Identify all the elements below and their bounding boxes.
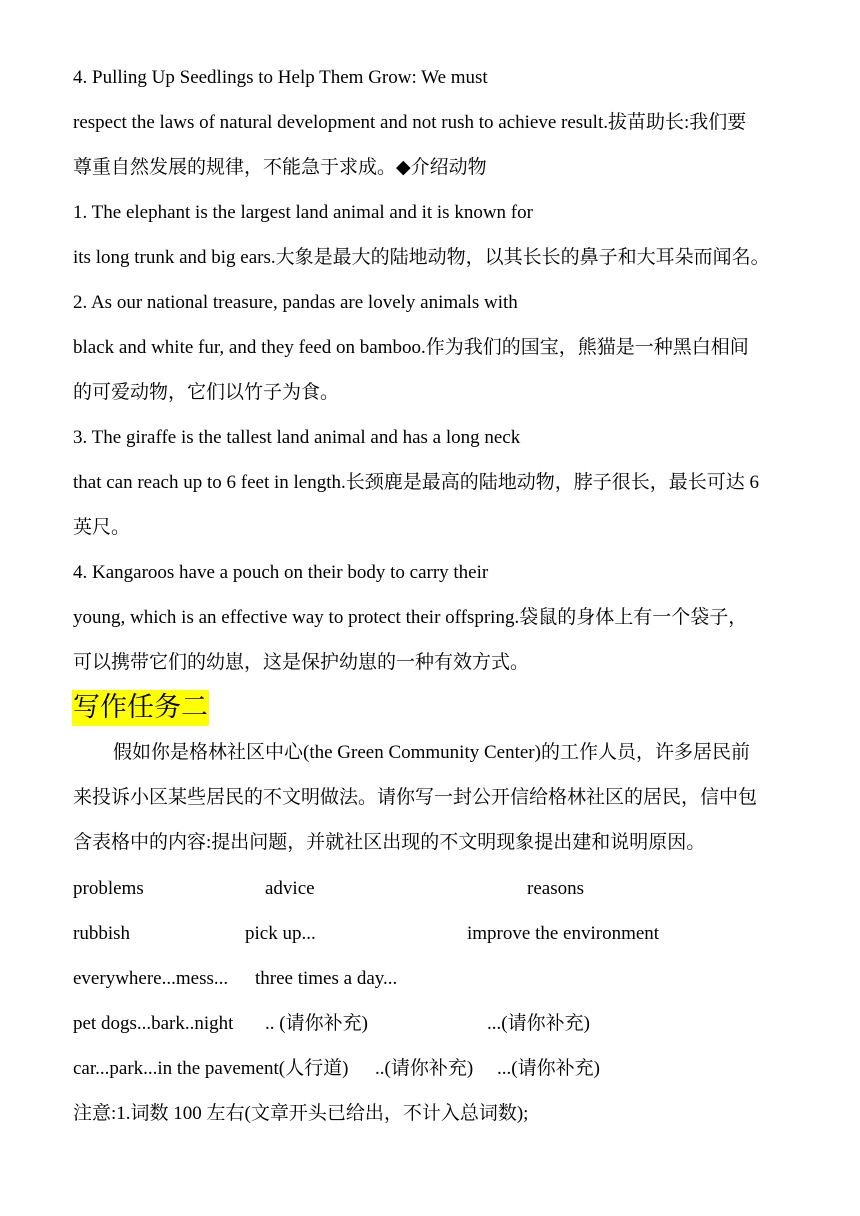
- text-line: 4. Pulling Up Seedlings to Help Them Grow: We must: [73, 67, 488, 88]
- table-header-reasons: reasons: [527, 878, 584, 899]
- table-cell: pick up...: [245, 923, 316, 944]
- table-cell: ...(请你补充): [497, 1058, 600, 1079]
- table-cell: improve the environment: [467, 923, 660, 944]
- text-line: 4. Kangaroos have a pouch on their body to carry their: [73, 562, 489, 583]
- table-cell: ...(请你补充): [487, 1013, 590, 1034]
- text-line: 的可爱动物，它们以竹子为食。: [73, 382, 340, 403]
- text-line: 2. As our national treasure, pandas are lovely animals with: [73, 292, 518, 313]
- table-cell: rubbish: [73, 923, 130, 944]
- text-line: 尊重自然发展的规律，不能急于求成。◆介绍动物: [73, 157, 487, 178]
- text-line: 英尺。: [73, 517, 131, 538]
- table-header-problems: problems: [73, 878, 144, 899]
- text-line: 1. The elephant is the largest land animal and it is known for: [73, 202, 533, 223]
- text-line: 可以携带它们的幼崽，这是保护幼崽的一种有效方式。: [73, 652, 530, 673]
- task-paragraph-line: 含表格中的内容:提出问题，并就社区出现的不文明现象提出建和说明原因。: [73, 832, 706, 853]
- text-line: young, which is an effective way to protect their offspring.袋鼠的身体上有一个袋子，: [73, 607, 748, 628]
- table-cell: pet dogs...bark..night: [73, 1013, 234, 1034]
- note-line: 注意:1.词数 100 左右(文章开头已给出，不计入总词数);: [73, 1103, 529, 1124]
- section-heading: 写作任务二: [72, 690, 209, 726]
- table-cell: three times a day...: [255, 968, 398, 989]
- text-line: respect the laws of natural development and not rush to achieve result.拔苗助长:我们要: [73, 112, 747, 133]
- table-cell: car...park...in the pavement(人行道): [73, 1058, 349, 1079]
- text-line: 3. The giraffe is the tallest land animal and has a long neck: [73, 427, 521, 448]
- table-cell: ..(请你补充): [375, 1058, 474, 1079]
- table-cell: .. (请你补充): [265, 1013, 368, 1034]
- task-paragraph-line: 假如你是格林社区中心(the Green Community Center)的工作人员，许多居民前: [113, 742, 750, 763]
- table-header-advice: advice: [265, 878, 315, 899]
- table-cell: everywhere...mess...: [73, 968, 229, 989]
- text-line: its long trunk and big ears.大象是最大的陆地动物，以其长长的鼻子和大耳朵而闻名。: [73, 247, 770, 268]
- text-line: that can reach up to 6 feet in length.长颈鹿是最高的陆地动物，脖子很长，最长可达 6: [73, 472, 760, 493]
- task-paragraph-line: 来投诉小区某些居民的不文明做法。请你写一封公开信给格林社区的居民，信中包: [73, 787, 758, 808]
- text-line: black and white fur, and they feed on bamboo.作为我们的国宝，熊猫是一种黑白相间: [73, 337, 749, 358]
